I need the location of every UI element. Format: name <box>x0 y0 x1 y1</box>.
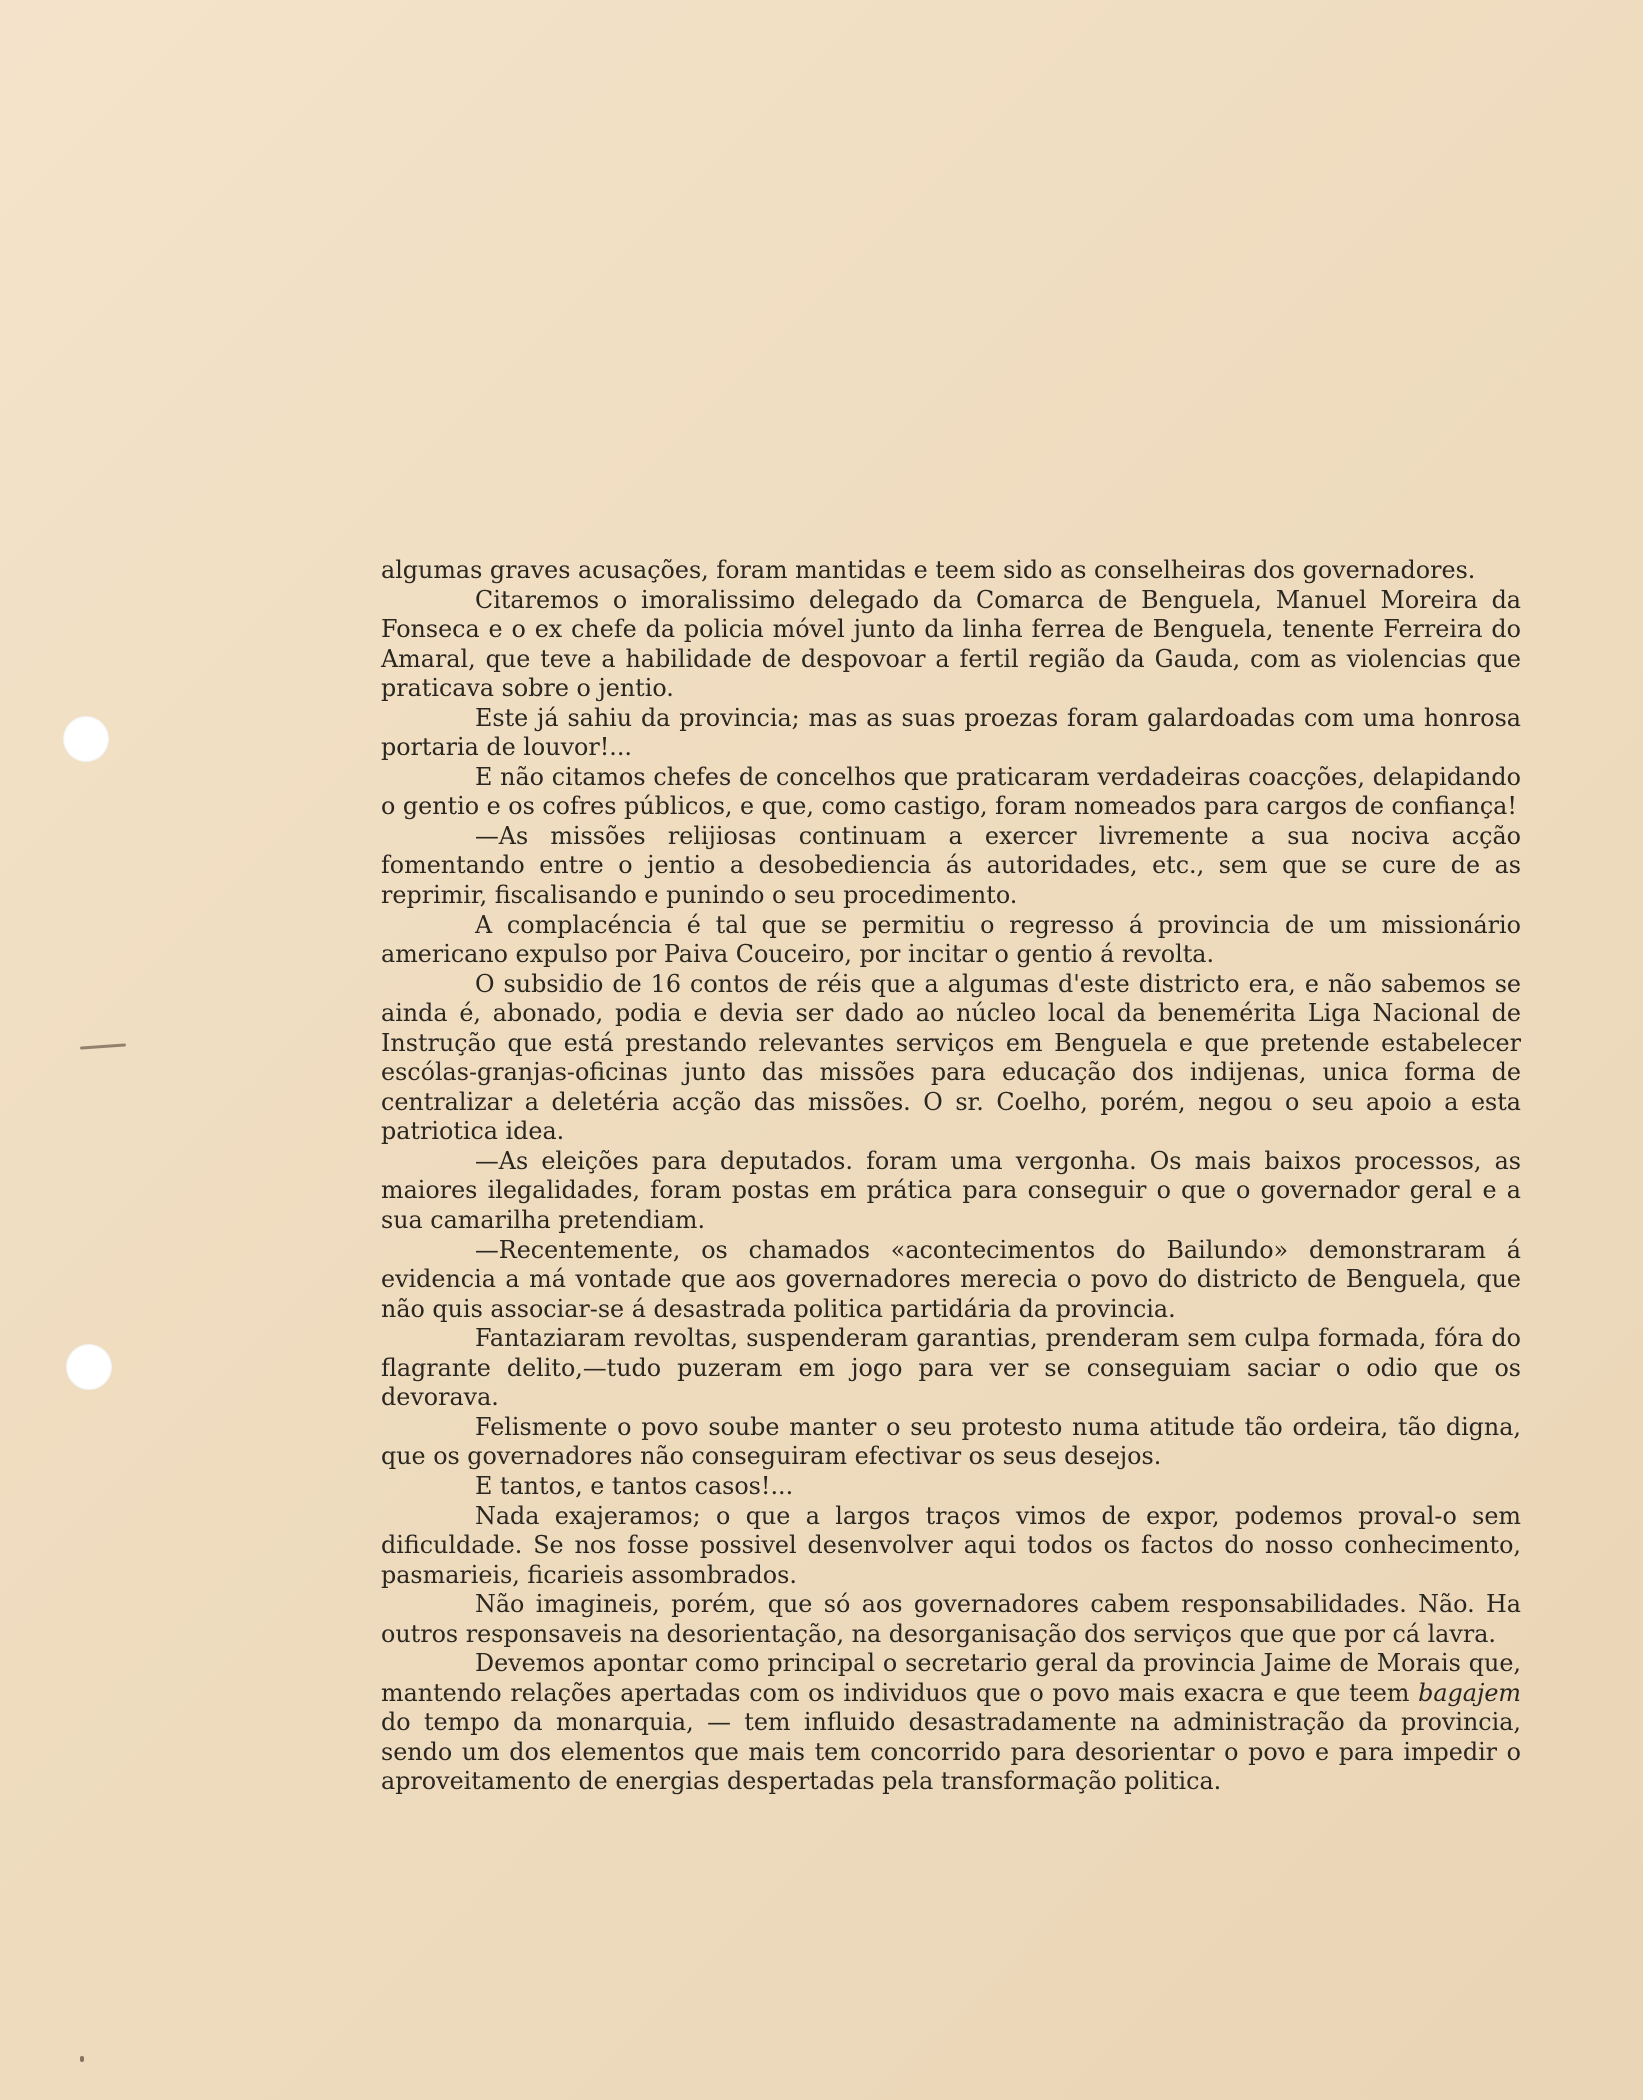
paper-mark <box>80 2056 84 2062</box>
paragraph: A complacéncia é tal que se permitiu o regresso á provincia de um missionário americano expulso por Paiva Couceiro, por incitar o gentio á revolta. <box>381 910 1521 969</box>
punch-hole <box>63 716 109 762</box>
body-text <box>381 556 1521 1797</box>
paper-mark <box>80 1043 126 1049</box>
paragraph-last <box>381 1649 1521 1797</box>
text-run: do tempo da monarquia, — tem influido desastradamente na administração da provincia, sendo um dos elementos que mais tem concorrido para desorientar o povo e para impedir o aproveitamento de energias despertadas pela transformação politica. <box>381 1708 1521 1796</box>
paragraph: Felismente o povo soube manter o seu protesto numa atitude tão ordeira, tão digna, que os governadores não conseguiram efectivar os seus desejos. <box>381 1412 1521 1471</box>
paragraph: O subsidio de 16 contos de réis que a algumas d'este districto era, e não sabemos se ainda é, abonado, podia e devia ser dado ao núcleo local da benemérita Liga Nacional de Instrução que está prestando relevantes serviços em Benguela e que pretende estabelecer escólas-granjas-oficinas junto das missões para educação dos indijenas, unica forma de centralizar a deletéria acção das missões. O sr. Coelho, porém, negou o seu apoio a esta patriotica idea. <box>381 969 1521 1146</box>
paragraph: Citaremos o imoralissimo delegado da Comarca de Benguela, Manuel Moreira da Fonseca e o ex chefe da policia móvel junto da linha ferrea de Benguela, tenente Ferreira do Amaral, que teve a habilidade de despovoar a fertil região da Gauda, com as violencias que praticava sobre o jentio. <box>381 585 1521 703</box>
paragraph: Fantaziaram revoltas, suspenderam garantias, prenderam sem culpa formada, fóra do flagrante delito,—tudo puzeram em jogo para ver se conseguiam saciar o odio que os devorava. <box>381 1324 1521 1412</box>
paragraph: —Recentemente, os chamados «acontecimentos do Bailundo» demonstraram á evidencia a má vontade que aos governadores merecia o povo do districto de Benguela, que não quis associar-se á desastrada politica partidária da provincia. <box>381 1235 1521 1323</box>
text-run: Devemos apontar como principal o secretario geral da provincia Jaime de Morais que, mantendo relações apertadas com os individuos que o povo mais exacra e que teem <box>381 1649 1521 1707</box>
punch-hole <box>66 1344 112 1390</box>
paragraph: —As eleições para deputados. foram uma vergonha. Os mais baixos processos, as maiores ilegalidades, foram postas em prática para conseguir o que o governador geral e a sua camarilha pretendiam. <box>381 1146 1521 1235</box>
italic-word: bagajem <box>1418 1678 1521 1707</box>
paragraph: —As missões relijiosas continuam a exercer livremente a sua nociva acção fomentando entre o jentio a desobediencia ás autoridades, etc., sem que se cure de as reprimir, fiscalisando e punindo o seu procedimento. <box>381 821 1521 910</box>
paragraph: Não imagineis, porém, que só aos governadores cabem responsabilidades. Não. Ha outros responsaveis na desorientação, na desorganisação dos serviços que que por cá lavra. <box>381 1590 1521 1648</box>
paragraph: Nada exajeramos; o que a largos traços vimos de expor, podemos proval-o sem dificuldade. Se nos fosse possivel desenvolver aqui todos os factos do nosso conhecimento, pasmarieis, ficarieis assombrados. <box>381 1501 1521 1589</box>
paragraph: Este já sahiu da provincia; mas as suas proezas foram galardoadas com uma honrosa portaria de louvor!... <box>381 703 1521 762</box>
paragraph: E tantos, e tantos casos!... <box>475 1471 794 1500</box>
paragraph: algumas graves acusações, foram mantidas e teem sido as conselheiras dos governadores. <box>381 556 1476 584</box>
paragraph: E não citamos chefes de concelhos que praticaram verdadeiras coacções, delapidando o gentio e os cofres públicos, e que, como castigo, foram nomeados para cargos de confiança! <box>381 762 1521 821</box>
